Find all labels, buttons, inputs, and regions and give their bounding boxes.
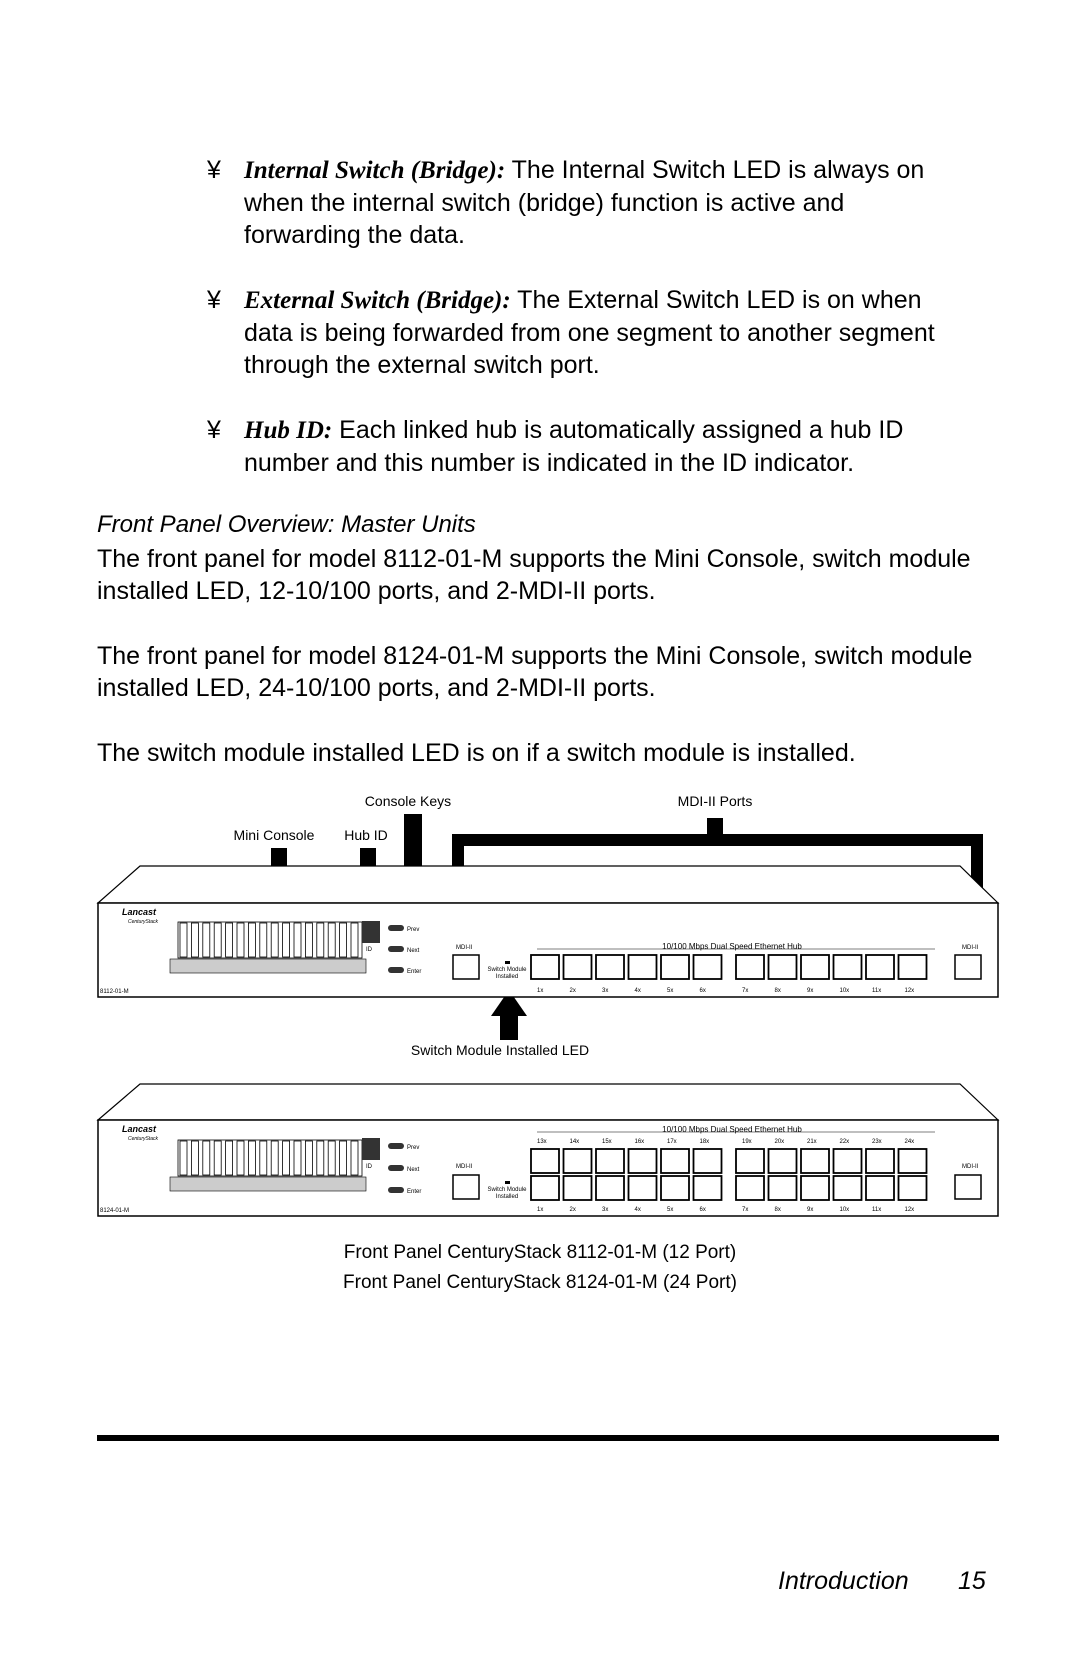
ethernet-port[interactable] bbox=[736, 955, 764, 979]
callout-mini-console: Mini Console bbox=[233, 827, 315, 843]
bullet-text bbox=[244, 284, 964, 381]
port-label: 5x bbox=[667, 988, 674, 994]
port-label: 23x bbox=[872, 1139, 882, 1145]
footer-rule bbox=[97, 1435, 999, 1441]
footer-page-number: 15 bbox=[958, 1567, 986, 1595]
next-key[interactable] bbox=[388, 946, 404, 952]
ethernet-port[interactable] bbox=[596, 1176, 624, 1200]
paragraph-switch-led: The switch module installed LED is on if a switch module is installed. bbox=[97, 739, 856, 767]
callout-console-keys: Console Keys bbox=[364, 793, 452, 809]
paragraph-8124: The front panel for model 8124-01-M supports the Mini Console, switch module installed LED, 24-10/100 ports, and 2-MDI-II ports. bbox=[97, 642, 973, 702]
switch-module-label: Switch Module bbox=[487, 967, 527, 973]
panel-8112 bbox=[98, 866, 998, 997]
next-key[interactable] bbox=[388, 1165, 404, 1171]
bullet-body: Each linked hub is automatically assigned a hub ID number and this number is indicated in the ID indicator. bbox=[244, 416, 904, 477]
port-label: 3x bbox=[602, 1207, 609, 1213]
port-label: 14x bbox=[569, 1139, 580, 1145]
bullet-mark: ¥ bbox=[207, 286, 221, 314]
caption-12-port: Front Panel CenturyStack 8112-01-M (12 Port) bbox=[343, 1242, 737, 1263]
ethernet-port[interactable] bbox=[834, 955, 862, 979]
port-label: 4x bbox=[634, 1207, 641, 1213]
enter-key[interactable] bbox=[388, 967, 404, 973]
port-label: 18x bbox=[699, 1139, 710, 1145]
mdi-ii-left-port[interactable] bbox=[453, 955, 479, 979]
prev-key-label: Prev bbox=[407, 927, 420, 933]
mdi-ii-left-port[interactable] bbox=[453, 1175, 479, 1199]
ethernet-port[interactable] bbox=[801, 1149, 829, 1173]
port-label: 20x bbox=[774, 1139, 785, 1145]
id-label: ID bbox=[366, 1164, 372, 1170]
product-name: CenturyStack bbox=[128, 1136, 159, 1142]
mdi-ii-left-label: MDI-II bbox=[456, 1164, 473, 1170]
ethernet-port[interactable] bbox=[899, 1176, 927, 1200]
caption-24-port: Front Panel CenturyStack 8124-01-M (24 Port) bbox=[343, 1272, 737, 1293]
ethernet-port[interactable] bbox=[801, 1176, 829, 1200]
ethernet-port[interactable] bbox=[866, 1176, 894, 1200]
ethernet-port[interactable] bbox=[834, 1176, 862, 1200]
port-label: 7x bbox=[742, 1207, 749, 1213]
ethernet-port[interactable] bbox=[629, 1176, 657, 1200]
product-name: CenturyStack bbox=[128, 919, 159, 925]
port-label: 9x bbox=[807, 1207, 814, 1213]
port-label: 22x bbox=[839, 1139, 850, 1145]
ethernet-port[interactable] bbox=[801, 955, 829, 979]
model-label: 8112-01-M bbox=[100, 989, 129, 995]
prev-key[interactable] bbox=[388, 1143, 404, 1149]
port-label: 8x bbox=[774, 1207, 781, 1213]
switch-module-label: Switch Module bbox=[487, 1187, 527, 1193]
port-label: 6x bbox=[699, 1207, 706, 1213]
callout-hub-id: Hub ID bbox=[344, 827, 388, 843]
prev-key-label: Prev bbox=[407, 1145, 420, 1151]
prev-key[interactable] bbox=[388, 925, 404, 931]
port-label: 12x bbox=[904, 988, 915, 994]
bullet-term: Hub ID: bbox=[244, 417, 333, 444]
port-label: 7x bbox=[742, 988, 749, 994]
bullet-term: External Switch (Bridge): bbox=[244, 287, 511, 314]
ethernet-port[interactable] bbox=[736, 1149, 764, 1173]
port-label: 5x bbox=[667, 1207, 674, 1213]
port-label: 3x bbox=[602, 988, 609, 994]
port-label: 2x bbox=[569, 988, 576, 994]
enter-key[interactable] bbox=[388, 1187, 404, 1193]
brand-logo: Lancast bbox=[122, 907, 157, 917]
ethernet-port[interactable] bbox=[769, 955, 797, 979]
ethernet-port[interactable] bbox=[531, 1176, 559, 1200]
ethernet-port[interactable] bbox=[899, 955, 927, 979]
ethernet-port[interactable] bbox=[694, 955, 722, 979]
ethernet-port[interactable] bbox=[899, 1149, 927, 1173]
section-heading: Front Panel Overview: Master Units bbox=[97, 511, 476, 538]
ethernet-port[interactable] bbox=[596, 955, 624, 979]
enter-key-label: Enter bbox=[407, 1189, 422, 1195]
port-label: 10x bbox=[839, 1207, 850, 1213]
ethernet-port[interactable] bbox=[661, 1176, 689, 1200]
port-label: 19x bbox=[742, 1139, 752, 1145]
port-label: 4x bbox=[634, 988, 641, 994]
front-panel-figure bbox=[0, 780, 1080, 1300]
ethernet-port[interactable] bbox=[694, 1149, 722, 1173]
ethernet-port[interactable] bbox=[661, 1149, 689, 1173]
switch-module-led bbox=[505, 961, 510, 964]
ethernet-port[interactable] bbox=[769, 1176, 797, 1200]
installed-label: Installed bbox=[495, 1194, 519, 1200]
paragraph-8112: The front panel for model 8112-01-M supports the Mini Console, switch module installed LED, 12-10/100 ports, and 2-MDI-II ports. bbox=[97, 545, 971, 605]
bullet-term: Internal Switch (Bridge): bbox=[244, 157, 506, 184]
panel-8124 bbox=[98, 1084, 998, 1216]
port-label: 13x bbox=[537, 1139, 547, 1145]
ethernet-port[interactable] bbox=[629, 955, 657, 979]
port-label: 2x bbox=[569, 1207, 576, 1213]
port-label: 8x bbox=[774, 988, 781, 994]
ethernet-port[interactable] bbox=[531, 955, 559, 979]
ethernet-port[interactable] bbox=[564, 955, 592, 979]
bullet-body: The External Switch LED is on when data is being forwarded from one segment to another segment through the external switch port. bbox=[244, 286, 935, 379]
port-label: 1x bbox=[537, 988, 544, 994]
switch-module-led bbox=[505, 1181, 510, 1184]
port-label: 24x bbox=[904, 1139, 915, 1145]
mdi-ii-right-label: MDI-II bbox=[962, 945, 979, 951]
ethernet-port[interactable] bbox=[531, 1149, 559, 1173]
ethernet-port[interactable] bbox=[564, 1149, 592, 1173]
id-label: ID bbox=[366, 947, 372, 953]
installed-label: Installed bbox=[495, 974, 519, 980]
bullet-body: The Internal Switch LED is always on when the internal switch (bridge) function is active and forwarding the data. bbox=[244, 156, 925, 249]
port-label: 17x bbox=[667, 1139, 677, 1145]
ethernet-port[interactable] bbox=[629, 1149, 657, 1173]
port-label: 11x bbox=[872, 1207, 882, 1213]
mdi-ii-right-label: MDI-II bbox=[962, 1164, 979, 1170]
port-label: 6x bbox=[699, 988, 706, 994]
ethernet-port[interactable] bbox=[866, 955, 894, 979]
callout-switch-module-led: Switch Module Installed LED bbox=[410, 1042, 590, 1058]
hub-label: 10/100 Mbps Dual Speed Ethernet Hub bbox=[662, 1125, 802, 1134]
ethernet-port[interactable] bbox=[866, 1149, 894, 1173]
hub-label: 10/100 Mbps Dual Speed Ethernet Hub bbox=[662, 942, 802, 951]
brand-logo: Lancast bbox=[122, 1124, 157, 1134]
ethernet-port[interactable] bbox=[834, 1149, 862, 1173]
next-key-label: Next bbox=[407, 1167, 420, 1173]
port-label: 21x bbox=[807, 1139, 817, 1145]
port-label: 11x bbox=[872, 988, 882, 994]
ethernet-port[interactable] bbox=[769, 1149, 797, 1173]
port-label: 1x bbox=[537, 1207, 544, 1213]
ethernet-port[interactable] bbox=[596, 1149, 624, 1173]
bullet-text bbox=[244, 154, 964, 251]
enter-key-label: Enter bbox=[407, 969, 422, 975]
bullet-text bbox=[244, 414, 964, 479]
port-label: 10x bbox=[839, 988, 850, 994]
callout-mdi-ii-ports: MDI-II Ports bbox=[677, 793, 753, 809]
port-label: 16x bbox=[634, 1139, 645, 1145]
bullet-mark: ¥ bbox=[207, 416, 221, 444]
next-key-label: Next bbox=[407, 948, 420, 954]
footer-section: Introduction bbox=[778, 1567, 909, 1595]
ethernet-port[interactable] bbox=[661, 955, 689, 979]
port-label: 15x bbox=[602, 1139, 612, 1145]
model-label: 8124-01-M bbox=[100, 1208, 130, 1214]
ethernet-port[interactable] bbox=[564, 1176, 592, 1200]
bullet-mark: ¥ bbox=[207, 156, 221, 184]
mdi-ii-right-port[interactable] bbox=[955, 1175, 981, 1199]
mdi-ii-right-port[interactable] bbox=[955, 955, 981, 979]
mdi-ii-left-label: MDI-II bbox=[456, 945, 473, 951]
ethernet-port[interactable] bbox=[736, 1176, 764, 1200]
port-label: 12x bbox=[904, 1207, 915, 1213]
port-label: 9x bbox=[807, 988, 814, 994]
ethernet-port[interactable] bbox=[694, 1176, 722, 1200]
